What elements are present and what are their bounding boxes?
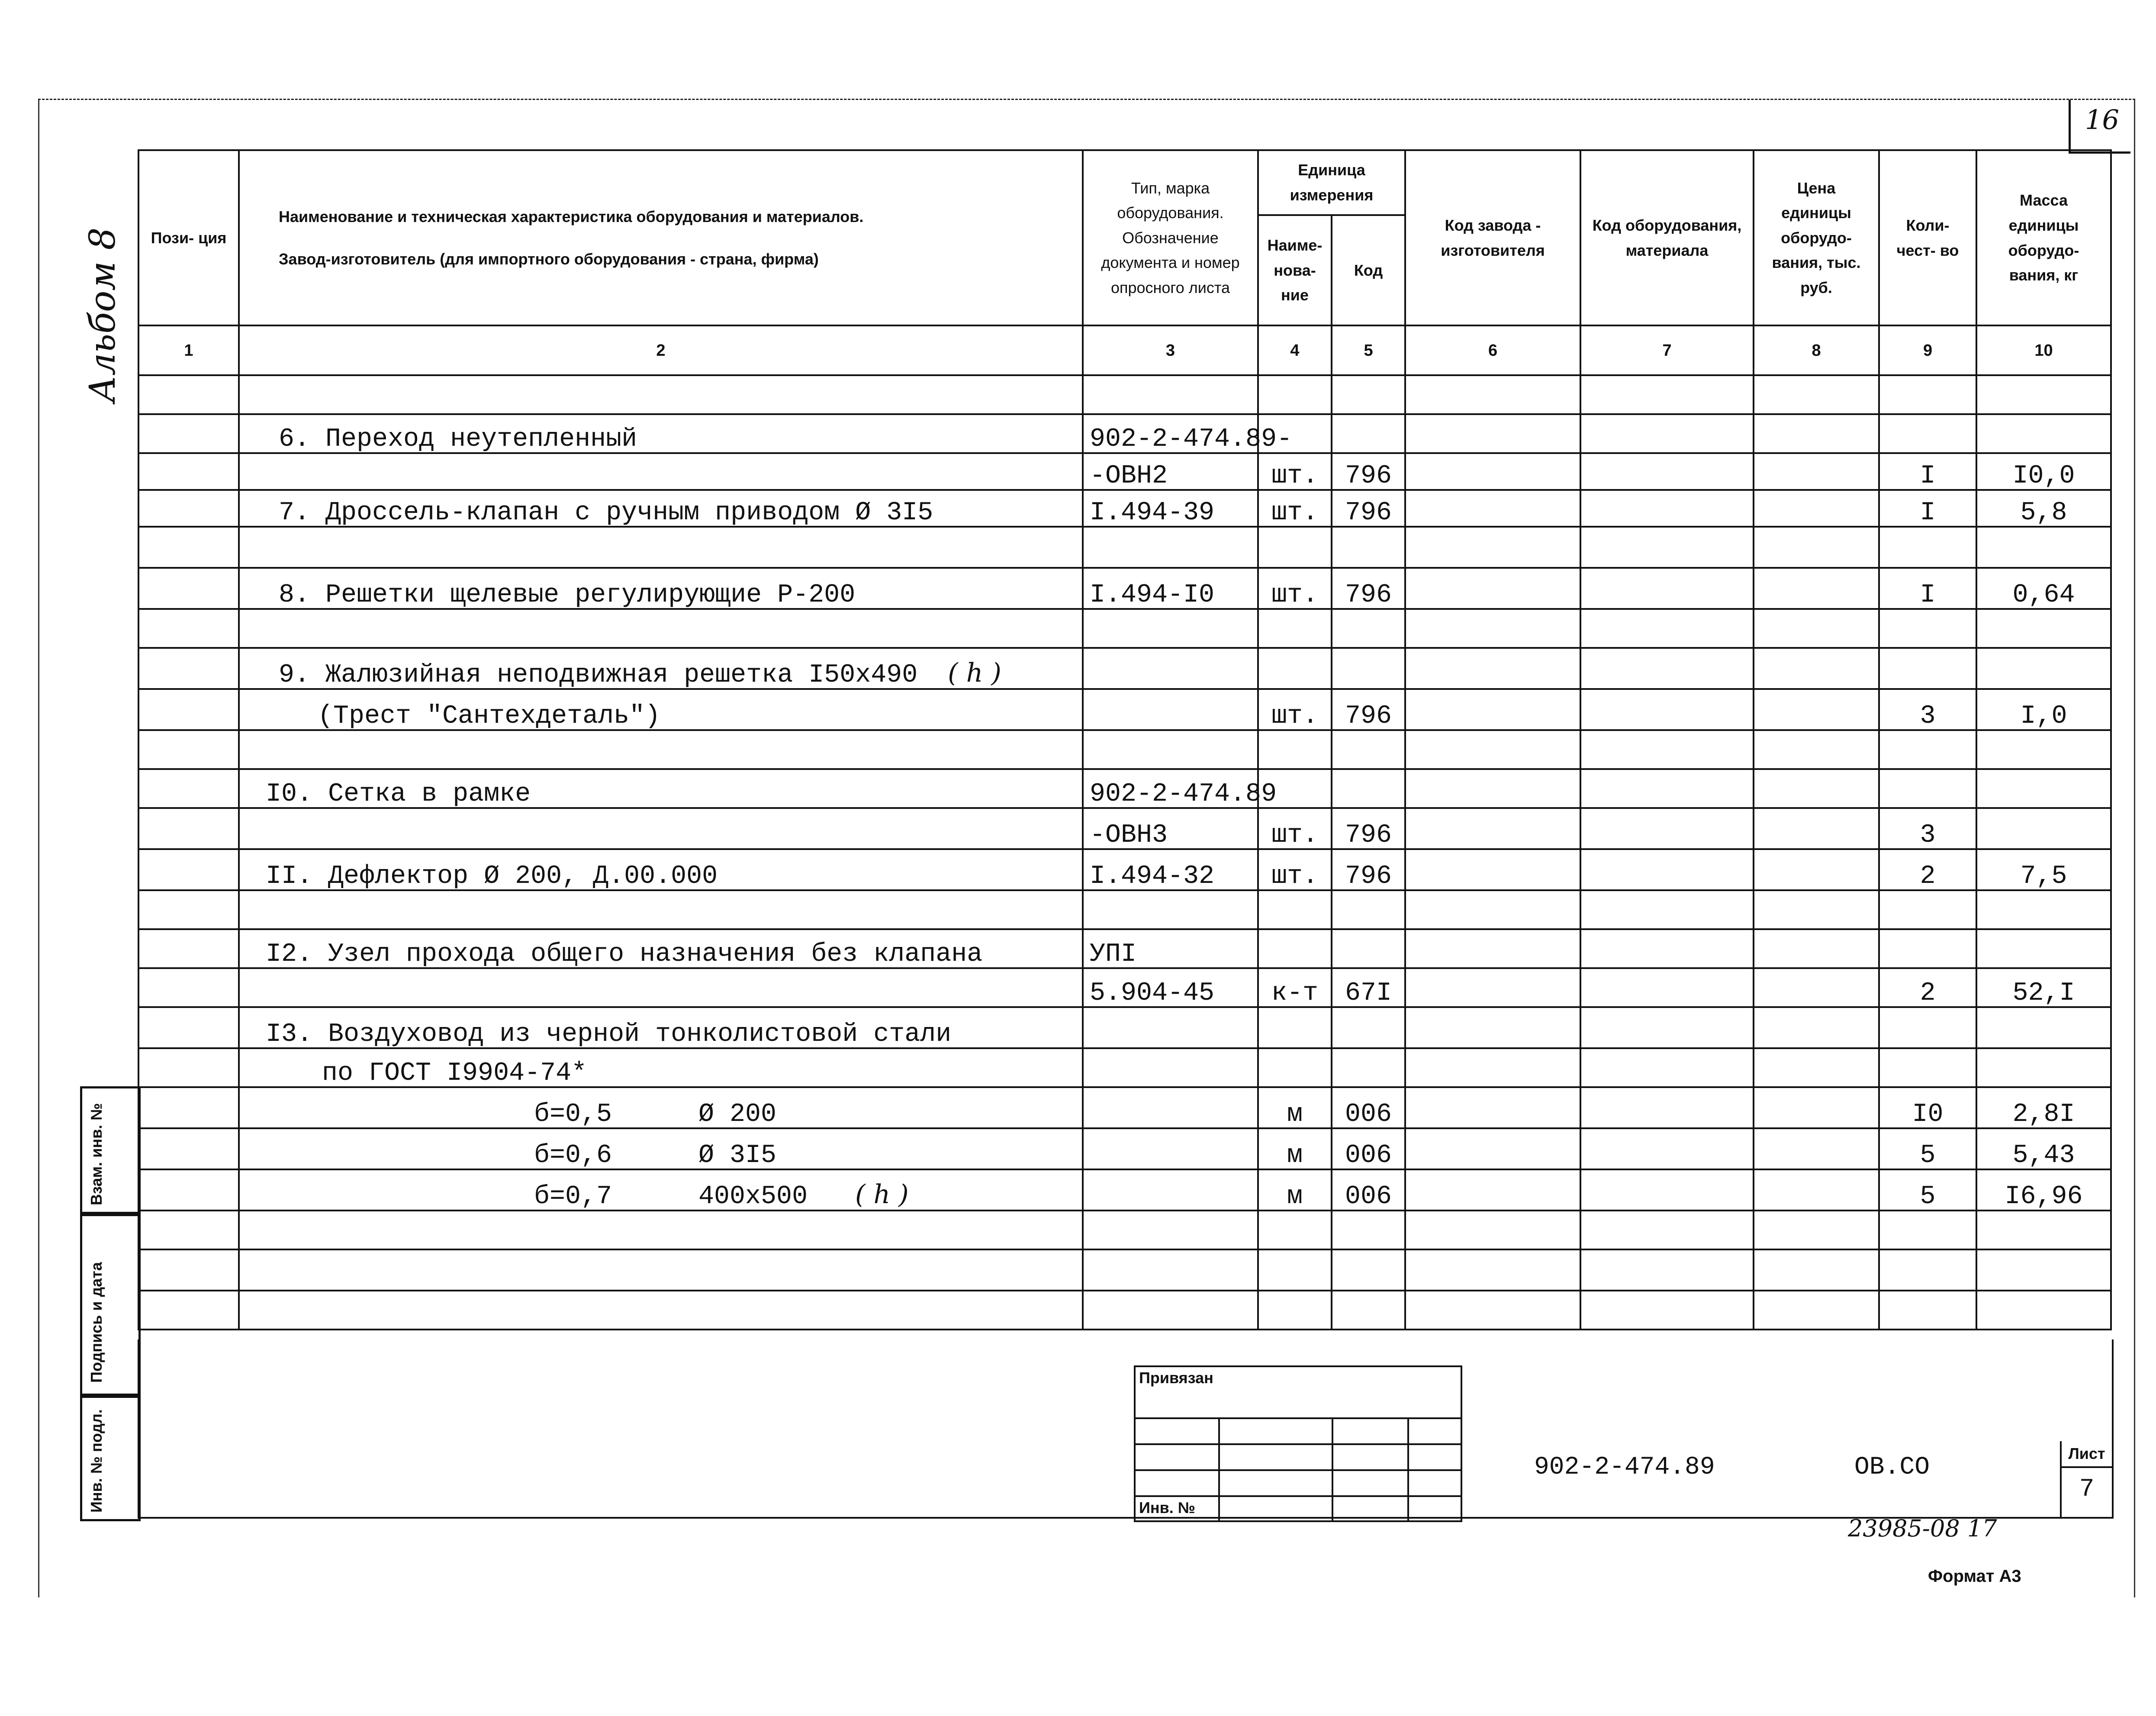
item-name: (Трест "Сантехдеталь") xyxy=(239,689,1083,730)
header-unit-name: Наиме- нова- ние xyxy=(1258,215,1332,325)
sheet-number: 7 xyxy=(2079,1475,2095,1504)
item-mass: I,0 xyxy=(1976,689,2111,730)
table-row xyxy=(138,769,2111,808)
item-thickness: б=0,6 xyxy=(534,1141,612,1170)
colnum-9: 9 xyxy=(1879,325,1976,375)
table-row xyxy=(138,1169,2111,1211)
item-diameter: Ø 200 xyxy=(698,1100,777,1129)
stamp-podpis xyxy=(80,1212,141,1398)
doc-section: ОВ.СО xyxy=(1854,1453,1930,1481)
item-unit-code: 006 xyxy=(1332,1087,1405,1128)
item-type: I.494-39 xyxy=(1083,490,1258,527)
specification-table xyxy=(138,149,2112,1330)
item-unit-code: 796 xyxy=(1332,849,1405,890)
item-qty: I0 xyxy=(1879,1087,1976,1128)
item-name xyxy=(239,648,1083,689)
item-name: I3. Воздуховод из черной тонколистовой стали xyxy=(239,1007,1083,1048)
table-row xyxy=(138,890,2111,929)
item-spec xyxy=(239,1169,1083,1211)
item-name: 8. Решетки щелевые регулирующие Р-200 xyxy=(239,568,1083,609)
header-type: Тип, марка оборудования. Обозначение документа и номер опросного листа xyxy=(1083,150,1258,325)
table-row xyxy=(138,1211,2111,1249)
item-mass: 7,5 xyxy=(1976,849,2111,890)
header-price: Цена единицы оборудо- вания, тыс. руб. xyxy=(1754,150,1879,325)
table-row xyxy=(138,849,2111,890)
table-row xyxy=(138,1087,2111,1128)
table-row xyxy=(138,689,2111,730)
item-type: 5.904-45 xyxy=(1083,968,1258,1007)
table-row xyxy=(138,929,2111,968)
item-type: -ОВН2 xyxy=(1083,453,1258,490)
table-row xyxy=(138,1291,2111,1330)
item-unit-code: 796 xyxy=(1332,490,1405,527)
colnum-2: 2 xyxy=(239,325,1083,375)
handwritten-code: 23985-08 17 xyxy=(1848,1515,1997,1542)
privyazan-stamp xyxy=(1134,1365,1462,1522)
table-row xyxy=(138,609,2111,648)
table-row xyxy=(138,414,2111,453)
item-unit: к-т xyxy=(1258,968,1332,1007)
item-type: УПI xyxy=(1083,929,1258,968)
item-name: II. Дефлектор Ø 200, Д.00.000 xyxy=(239,849,1083,890)
table-row xyxy=(138,1128,2111,1169)
table-row xyxy=(138,1048,2111,1087)
header-name-line2: Завод-изготовитель (для импортного оборудования - страна, фирма) xyxy=(279,250,819,268)
album-label: Альбом 8 xyxy=(82,227,123,402)
privyazan-label: Привязан xyxy=(1135,1366,1461,1418)
item-size: 400х500 xyxy=(698,1182,808,1211)
item-name: I0. Сетка в рамке xyxy=(239,769,1083,808)
table-row xyxy=(138,1249,2111,1291)
item-mass: 5,8 xyxy=(1976,490,2111,527)
item-spec xyxy=(239,1128,1083,1169)
item-name-text: 9. Жалюзийная неподвижная решетка I50х490 xyxy=(279,660,918,690)
sheet-box xyxy=(2060,1441,2112,1517)
item-unit: м xyxy=(1258,1128,1332,1169)
item-unit: шт. xyxy=(1258,490,1332,527)
item-name: 6. Переход неутепленный xyxy=(239,414,1083,453)
item-unit-code: 006 xyxy=(1332,1128,1405,1169)
stamp-vzam-label: Взам. инв. № xyxy=(87,1103,105,1205)
inv-no-label: Инв. № xyxy=(1135,1496,1219,1521)
item-note: ( h ) xyxy=(948,658,1001,688)
header-equipment-code: Код оборудования, материала xyxy=(1580,150,1754,325)
format-label: Формат А3 xyxy=(1928,1567,2021,1586)
item-unit-code: 796 xyxy=(1332,689,1405,730)
stamp-inv-label: Инв. № подл. xyxy=(87,1409,105,1513)
item-type: -ОВН3 xyxy=(1083,808,1258,849)
doc-code: 902-2-474.89 xyxy=(1534,1453,1715,1481)
item-type: I.494-I0 xyxy=(1083,568,1258,609)
colnum-3: 3 xyxy=(1083,325,1258,375)
item-unit: шт. xyxy=(1258,689,1332,730)
item-note: ( h ) xyxy=(855,1179,909,1210)
table-row xyxy=(138,648,2111,689)
item-qty: I xyxy=(1879,453,1976,490)
item-unit-code: 006 xyxy=(1332,1169,1405,1211)
table-row xyxy=(138,808,2111,849)
item-qty: 2 xyxy=(1879,968,1976,1007)
stamp-vzam xyxy=(80,1086,141,1216)
item-unit-code: 796 xyxy=(1332,453,1405,490)
sheet-top-number: 16 xyxy=(2085,104,2119,135)
table-row xyxy=(138,490,2111,527)
item-qty: I xyxy=(1879,568,1976,609)
colnum-10: 10 xyxy=(1976,325,2111,375)
item-unit-code: 67I xyxy=(1332,968,1405,1007)
item-qty: 2 xyxy=(1879,849,1976,890)
item-name: по ГОСТ I9904-74* xyxy=(239,1048,1083,1087)
item-mass: 0,64 xyxy=(1976,568,2111,609)
table-row xyxy=(138,568,2111,609)
item-qty: 5 xyxy=(1879,1128,1976,1169)
item-mass: 5,43 xyxy=(1976,1128,2111,1169)
item-name: 7. Дроссель-клапан с ручным приводом Ø 3I5 xyxy=(239,490,1083,527)
item-unit-code: 796 xyxy=(1332,568,1405,609)
item-qty: 3 xyxy=(1879,689,1976,730)
item-unit: шт. xyxy=(1258,453,1332,490)
colnum-8: 8 xyxy=(1754,325,1879,375)
item-thickness: б=0,5 xyxy=(534,1100,612,1129)
header-unit-code: Код xyxy=(1332,215,1405,325)
header-name-line1: Наименование и техническая характеристика оборудования и материалов. xyxy=(279,207,864,225)
stamp-inv xyxy=(80,1394,141,1521)
table-row xyxy=(138,730,2111,769)
item-unit: м xyxy=(1258,1087,1332,1128)
table-row xyxy=(138,453,2111,490)
table-row xyxy=(138,527,2111,568)
item-mass: I0,0 xyxy=(1976,453,2111,490)
item-diameter: Ø 3I5 xyxy=(698,1141,777,1170)
table-row xyxy=(138,1007,2111,1048)
item-spec xyxy=(239,1087,1083,1128)
item-mass: 2,8I xyxy=(1976,1087,2111,1128)
item-type: 902-2-474.89- xyxy=(1083,414,1258,453)
colnum-6: 6 xyxy=(1405,325,1580,375)
stamp-podpis-label: Подпись и дата xyxy=(87,1262,105,1383)
item-mass: I6,96 xyxy=(1976,1169,2111,1211)
item-unit: шт. xyxy=(1258,568,1332,609)
item-type: I.494-32 xyxy=(1083,849,1258,890)
item-type: 902-2-474.89 xyxy=(1083,769,1258,808)
item-qty: 3 xyxy=(1879,808,1976,849)
sheet-label: Лист xyxy=(2062,1441,2112,1468)
header-unit: Единица измерения xyxy=(1258,150,1405,215)
item-mass: 52,I xyxy=(1976,968,2111,1007)
colnum-7: 7 xyxy=(1580,325,1754,375)
item-thickness: б=0,7 xyxy=(534,1182,612,1211)
item-unit: шт. xyxy=(1258,808,1332,849)
colnum-4: 4 xyxy=(1258,325,1332,375)
item-qty: I xyxy=(1879,490,1976,527)
colnum-1: 1 xyxy=(138,325,239,375)
colnum-5: 5 xyxy=(1332,325,1405,375)
header-mass: Масса единицы оборудо- вания, кг xyxy=(1976,150,2111,325)
item-name: I2. Узел прохода общего назначения без клапана xyxy=(239,929,1083,968)
header-factory-code: Код завода - изготовителя xyxy=(1405,150,1580,325)
item-unit: м xyxy=(1258,1169,1332,1211)
table-row xyxy=(138,968,2111,1007)
title-block-frame xyxy=(138,1339,2114,1519)
item-qty: 5 xyxy=(1879,1169,1976,1211)
header-quantity: Коли- чест- во xyxy=(1879,150,1976,325)
item-unit-code: 796 xyxy=(1332,808,1405,849)
item-unit: шт. xyxy=(1258,849,1332,890)
header-position: Пози- ция xyxy=(138,150,239,325)
header-name xyxy=(239,150,1083,325)
table-row xyxy=(138,375,2111,414)
